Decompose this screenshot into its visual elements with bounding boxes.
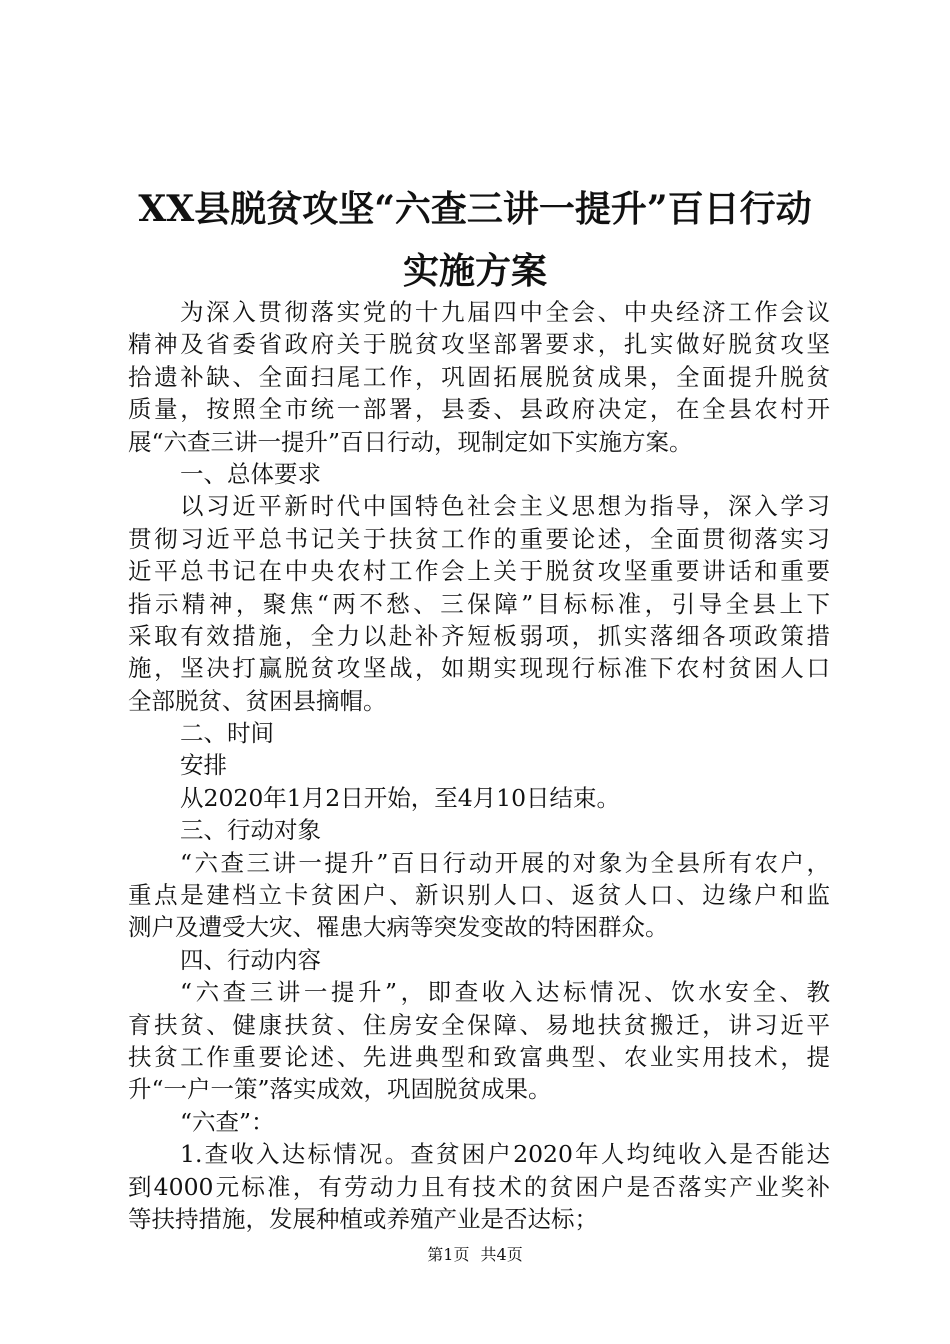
text-line: 育扶贫、健康扶贫、住房安全保障、易地扶贫搬迁，讲习近平 (128, 1010, 830, 1039)
text-line: 1.查收入达标情况。查贫困户2020年人均纯收入是否能达 (180, 1140, 830, 1169)
text-line: “六查”： (180, 1107, 275, 1136)
text-line: 为深入贯彻落实党的十九届四中全会、中央经济工作会议 (180, 298, 830, 326)
text-line: 指示精神，聚焦“两不愁、三保障”目标标准，引导全县上下 (128, 589, 830, 618)
text-line: 施，坚决打赢脱贫攻坚战，如期实现现行标准下农村贫困人口 (128, 654, 830, 683)
text-line: 质量，按照全市统一部署，县委、县政府决定，在全县农村开 (128, 395, 830, 424)
text-line: 精神及省委省政府关于脱贫攻坚部署要求，扎实做好脱贫攻坚 (128, 330, 830, 359)
text-line: 安排 (180, 751, 227, 780)
document-title-line-1: XX县脱贫攻坚“六查三讲一提升”百日行动 (138, 188, 812, 230)
text-line: 展“六查三讲一提升”百日行动，现制定如下实施方案。 (128, 427, 693, 456)
text-line: 全部脱贫、贫困县摘帽。 (128, 686, 387, 715)
text-line: 二、时间 (180, 719, 274, 748)
text-line: 扶贫工作重要论述、先进典型和致富典型、农业实用技术，提 (128, 1042, 830, 1071)
text-line: 以习近平新时代中国特色社会主义思想为指导，深入学习 (180, 492, 830, 521)
text-line: “六查三讲一提升”，即查收入达标情况、饮水安全、教 (180, 978, 830, 1007)
text-line: 等扶持措施，发展种植或养殖产业是否达标； (128, 1204, 598, 1233)
text-line: “六查三讲一提升”百日行动开展的对象为全县所有农户， (180, 848, 830, 877)
text-line: 采取有效措施，全力以赴补齐短板弱项，抓实落细各项政策措 (128, 621, 830, 650)
text-line: 从2020年1月2日开始，至4月10日结束。 (180, 783, 621, 812)
text-line: 贯彻习近平总书记关于扶贫工作的重要论述，全面贯彻落实习 (128, 524, 830, 553)
text-line: 测户及遭受大灾、罹患大病等突发变故的特困群众。 (128, 913, 669, 942)
document-body (128, 296, 830, 1235)
text-line: 一、总体要求 (180, 459, 321, 488)
text-line: 到4000元标准，有劳动力且有技术的贫困户是否落实产业奖补 (128, 1172, 830, 1201)
text-line: 拾遗补缺、全面扫尾工作，巩固拓展脱贫成果，全面提升脱贫 (128, 362, 830, 391)
text-line: 升“一户一策”落实成效，巩固脱贫成果。 (128, 1075, 552, 1104)
text-line: 四、行动内容 (180, 945, 321, 974)
text-line: 近平总书记在中央农村工作会上关于脱贫攻坚重要讲话和重要 (128, 557, 830, 586)
text-line: 重点是建档立卡贫困户、新识别人口、返贫人口、边缘户和监 (128, 881, 830, 910)
page-number: 第1页 (427, 1245, 470, 1264)
page-total: 共4页 (480, 1245, 523, 1264)
page-footer (0, 1245, 950, 1265)
document-title-line-2: 实施方案 (402, 250, 547, 292)
text-line: 三、行动对象 (180, 816, 321, 845)
